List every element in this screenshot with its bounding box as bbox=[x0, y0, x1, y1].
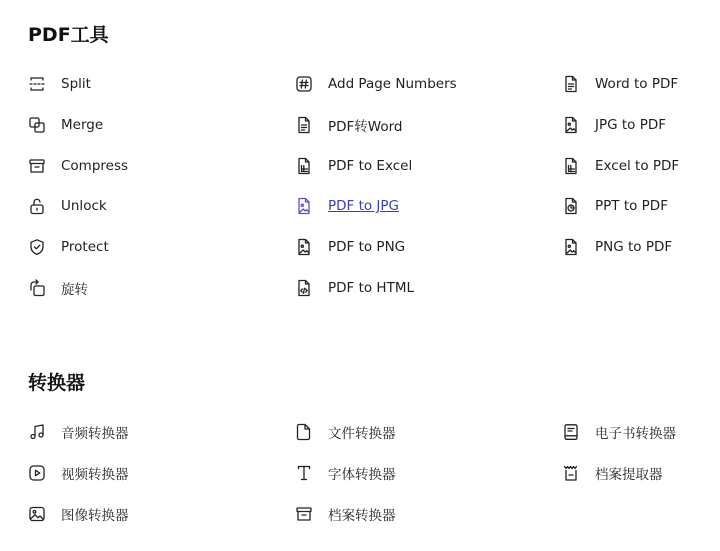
ebook-icon bbox=[562, 423, 580, 441]
image-file-icon bbox=[295, 197, 313, 215]
tool-link-pdf-to-html[interactable] bbox=[295, 276, 414, 300]
rotate-icon bbox=[28, 279, 46, 297]
tool-link-旋转[interactable] bbox=[28, 276, 88, 300]
tool-label: 视频转换器 bbox=[61, 466, 129, 483]
tool-label: 旋转 bbox=[61, 282, 88, 298]
archive-icon bbox=[28, 157, 46, 175]
video-icon bbox=[28, 464, 46, 482]
tool-label: Word to PDF bbox=[595, 76, 679, 92]
tool-link-音频转换器[interactable] bbox=[28, 420, 129, 444]
section-title-pdf-tools: PDF工具 bbox=[28, 24, 109, 46]
tool-label: PDF to PNG bbox=[328, 239, 406, 256]
tool-link-pdf-to-excel[interactable] bbox=[295, 154, 412, 178]
tool-link-图像转换器[interactable] bbox=[28, 502, 129, 526]
spreadsheet-icon bbox=[562, 157, 580, 175]
tool-label: Merge bbox=[61, 116, 104, 133]
tool-label: 文件转换器 bbox=[328, 426, 396, 442]
tool-link-电子书转换器[interactable] bbox=[562, 420, 676, 444]
spreadsheet-icon bbox=[295, 157, 313, 175]
tool-label: 档案提取器 bbox=[595, 466, 663, 483]
tool-label: PNG to PDF bbox=[595, 239, 673, 256]
tool-link-档案提取器[interactable] bbox=[562, 461, 663, 485]
tool-link-add-page-numbers[interactable] bbox=[295, 72, 457, 96]
hash-icon bbox=[295, 75, 313, 93]
tool-label: Unlock bbox=[61, 198, 107, 215]
document-icon bbox=[295, 116, 313, 134]
tool-link-compress[interactable] bbox=[28, 154, 128, 178]
image-file-icon bbox=[295, 238, 313, 256]
tool-label: 音频转换器 bbox=[61, 426, 129, 442]
tool-label: 字体转换器 bbox=[328, 466, 396, 483]
extract-icon bbox=[562, 464, 580, 482]
tool-link-png-to-pdf[interactable] bbox=[562, 235, 672, 259]
shield-icon bbox=[28, 238, 46, 256]
tool-link-文件转换器[interactable] bbox=[295, 420, 396, 444]
tool-label: Split bbox=[61, 76, 91, 92]
tool-link-jpg-to-pdf[interactable] bbox=[562, 113, 666, 137]
tool-link-pdf转word[interactable] bbox=[295, 113, 403, 137]
presentation-file-icon bbox=[562, 197, 580, 215]
tool-label: Compress bbox=[61, 157, 129, 174]
tool-link-split[interactable] bbox=[28, 72, 91, 96]
tool-label: Protect bbox=[61, 239, 109, 256]
music-icon bbox=[28, 423, 46, 441]
tool-link-merge[interactable] bbox=[28, 113, 103, 137]
tool-link-ppt-to-pdf[interactable] bbox=[562, 194, 668, 218]
archive-icon bbox=[295, 505, 313, 523]
tool-link-pdf-to-jpg[interactable] bbox=[295, 194, 399, 218]
document-icon bbox=[562, 75, 580, 93]
tool-link-excel-to-pdf[interactable] bbox=[562, 154, 679, 178]
tool-label: PDF to Excel bbox=[328, 157, 413, 174]
tool-link-视频转换器[interactable] bbox=[28, 461, 129, 485]
section-title-converters: 转换器 bbox=[28, 372, 86, 394]
tool-label: PDF to HTML bbox=[328, 280, 415, 296]
font-icon bbox=[295, 464, 313, 482]
tool-link-字体转换器[interactable] bbox=[295, 461, 396, 485]
merge-icon bbox=[28, 116, 46, 134]
split-icon bbox=[28, 75, 46, 93]
tool-link-pdf-to-png[interactable] bbox=[295, 235, 405, 259]
tool-label: 档案转换器 bbox=[328, 507, 396, 524]
tool-link-word-to-pdf[interactable] bbox=[562, 72, 678, 96]
code-file-icon bbox=[295, 279, 313, 297]
tool-label: PDF to JPG bbox=[328, 198, 400, 215]
tool-label: Add Page Numbers bbox=[328, 76, 457, 92]
tool-label: Excel to PDF bbox=[595, 157, 680, 174]
tool-label: PDF转Word bbox=[328, 118, 403, 135]
unlock-icon bbox=[28, 197, 46, 215]
tool-label: 图像转换器 bbox=[61, 507, 129, 524]
tool-label: 电子书转换器 bbox=[595, 426, 676, 442]
image-icon bbox=[28, 505, 46, 523]
image-file-icon bbox=[562, 116, 580, 134]
tool-link-protect[interactable] bbox=[28, 235, 109, 259]
file-icon bbox=[295, 423, 313, 441]
tool-link-档案转换器[interactable] bbox=[295, 502, 396, 526]
image-file-icon bbox=[562, 238, 580, 256]
tool-link-unlock[interactable] bbox=[28, 194, 107, 218]
tool-label: JPG to PDF bbox=[595, 116, 667, 133]
tool-label: PPT to PDF bbox=[595, 198, 668, 215]
